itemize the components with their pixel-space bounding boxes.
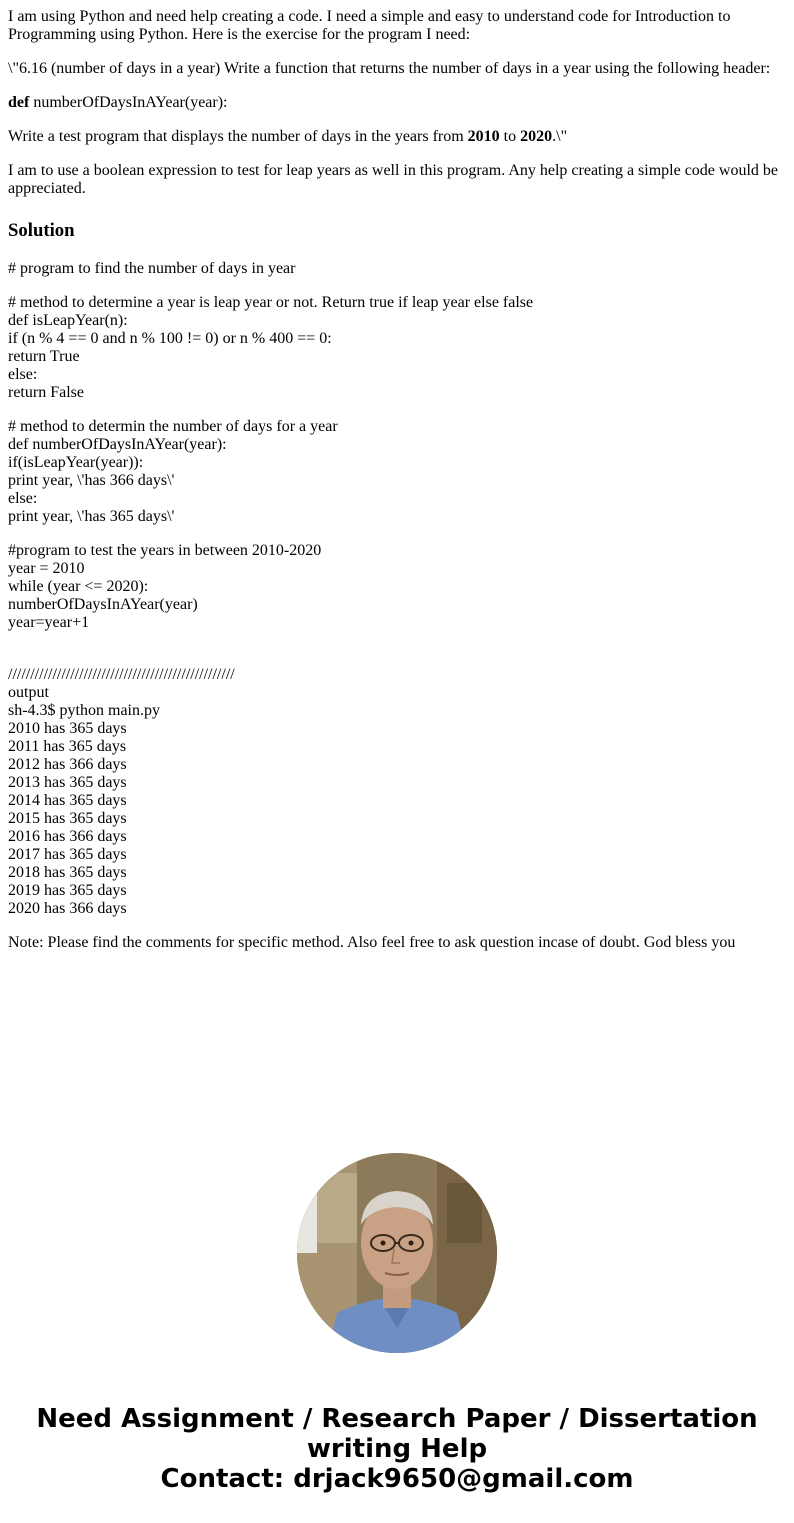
code-line: else: xyxy=(8,490,38,507)
test-mid: to xyxy=(499,128,521,145)
output-label: output xyxy=(8,684,49,701)
code-line: def isLeapYear(n): xyxy=(8,312,128,329)
output-line: sh-4.3$ python main.py xyxy=(8,702,160,719)
boolean-note: I am to use a boolean expression to test for leap years as well in this program. Any help creating a simple code would be appreciated. xyxy=(8,162,779,197)
question-exercise: \"6.16 (number of days in a year) Write a function that returns the number of days in a year using the following header: xyxy=(8,60,771,77)
output-line: 2020 has 366 days xyxy=(8,900,127,917)
code-line: year = 2010 xyxy=(8,560,85,577)
output-line: 2013 has 365 days xyxy=(8,774,127,791)
solution-code xyxy=(8,260,786,952)
code-line: if(isLeapYear(year)): xyxy=(8,454,144,471)
code-line: print year, \'has 366 days\' xyxy=(8,472,175,489)
code-line: print year, \'has 365 days\' xyxy=(8,508,175,525)
code-line: if (n % 4 == 0 and n % 100 != 0) or n % 400 == 0: xyxy=(8,330,332,347)
output-separator: /////////////////////////////////////////////////// xyxy=(8,666,235,683)
output-line: 2014 has 365 days xyxy=(8,792,127,809)
code-line: # method to determin the number of days for a year xyxy=(8,418,338,435)
code-line: return False xyxy=(8,384,84,401)
test-year-start: 2010 xyxy=(467,128,500,145)
output-line: 2017 has 365 days xyxy=(8,846,127,863)
code-line: def numberOfDaysInAYear(year): xyxy=(8,436,227,453)
code-line: # method to determine a year is leap year or not. Return true if leap year else false xyxy=(8,294,534,311)
author-portrait xyxy=(297,1153,497,1353)
footer-banner xyxy=(0,1404,794,1494)
output-line: 2012 has 366 days xyxy=(8,756,127,773)
code-line: numberOfDaysInAYear(year) xyxy=(8,596,198,613)
output-line: 2018 has 365 days xyxy=(8,864,127,881)
footer-contact: Contact: drjack9650@gmail.com xyxy=(160,1464,634,1494)
output-line: 2015 has 365 days xyxy=(8,810,127,827)
test-year-end: 2020 xyxy=(520,128,553,145)
test-suffix: .\" xyxy=(552,128,568,145)
author-avatar xyxy=(297,1153,497,1353)
output-line: 2016 has 366 days xyxy=(8,828,127,845)
solution-heading: Solution xyxy=(8,220,75,241)
test-prefix: Write a test program that displays the number of days in the years from xyxy=(8,128,468,145)
footer-line-1: Need Assignment / Research Paper / Dissertation xyxy=(36,1404,758,1434)
output-line: 2019 has 365 days xyxy=(8,882,127,899)
footer-line-2: writing Help xyxy=(306,1434,488,1464)
def-keyword: def xyxy=(8,94,30,111)
code-comment-top: # program to find the number of days in year xyxy=(8,260,296,277)
solution-note: Note: Please find the comments for specific method. Also feel free to ask question incase of doubt. God bless you xyxy=(8,934,736,951)
output-line: 2011 has 365 days xyxy=(8,738,127,755)
function-header xyxy=(8,94,786,112)
code-line: else: xyxy=(8,366,38,383)
code-line: while (year <= 2020): xyxy=(8,578,149,595)
test-program-instruction xyxy=(8,128,786,146)
document-body xyxy=(8,8,786,952)
code-line: year=year+1 xyxy=(8,614,90,631)
code-line: return True xyxy=(8,348,80,365)
code-line: #program to test the years in between 2010-2020 xyxy=(8,542,322,559)
question-intro: I am using Python and need help creating a code. I need a simple and easy to understand code for Introduction to Programming using Python. Here is the exercise for the program I need: xyxy=(8,8,731,43)
function-signature: numberOfDaysInAYear(year): xyxy=(29,94,228,111)
output-line: 2010 has 365 days xyxy=(8,720,127,737)
